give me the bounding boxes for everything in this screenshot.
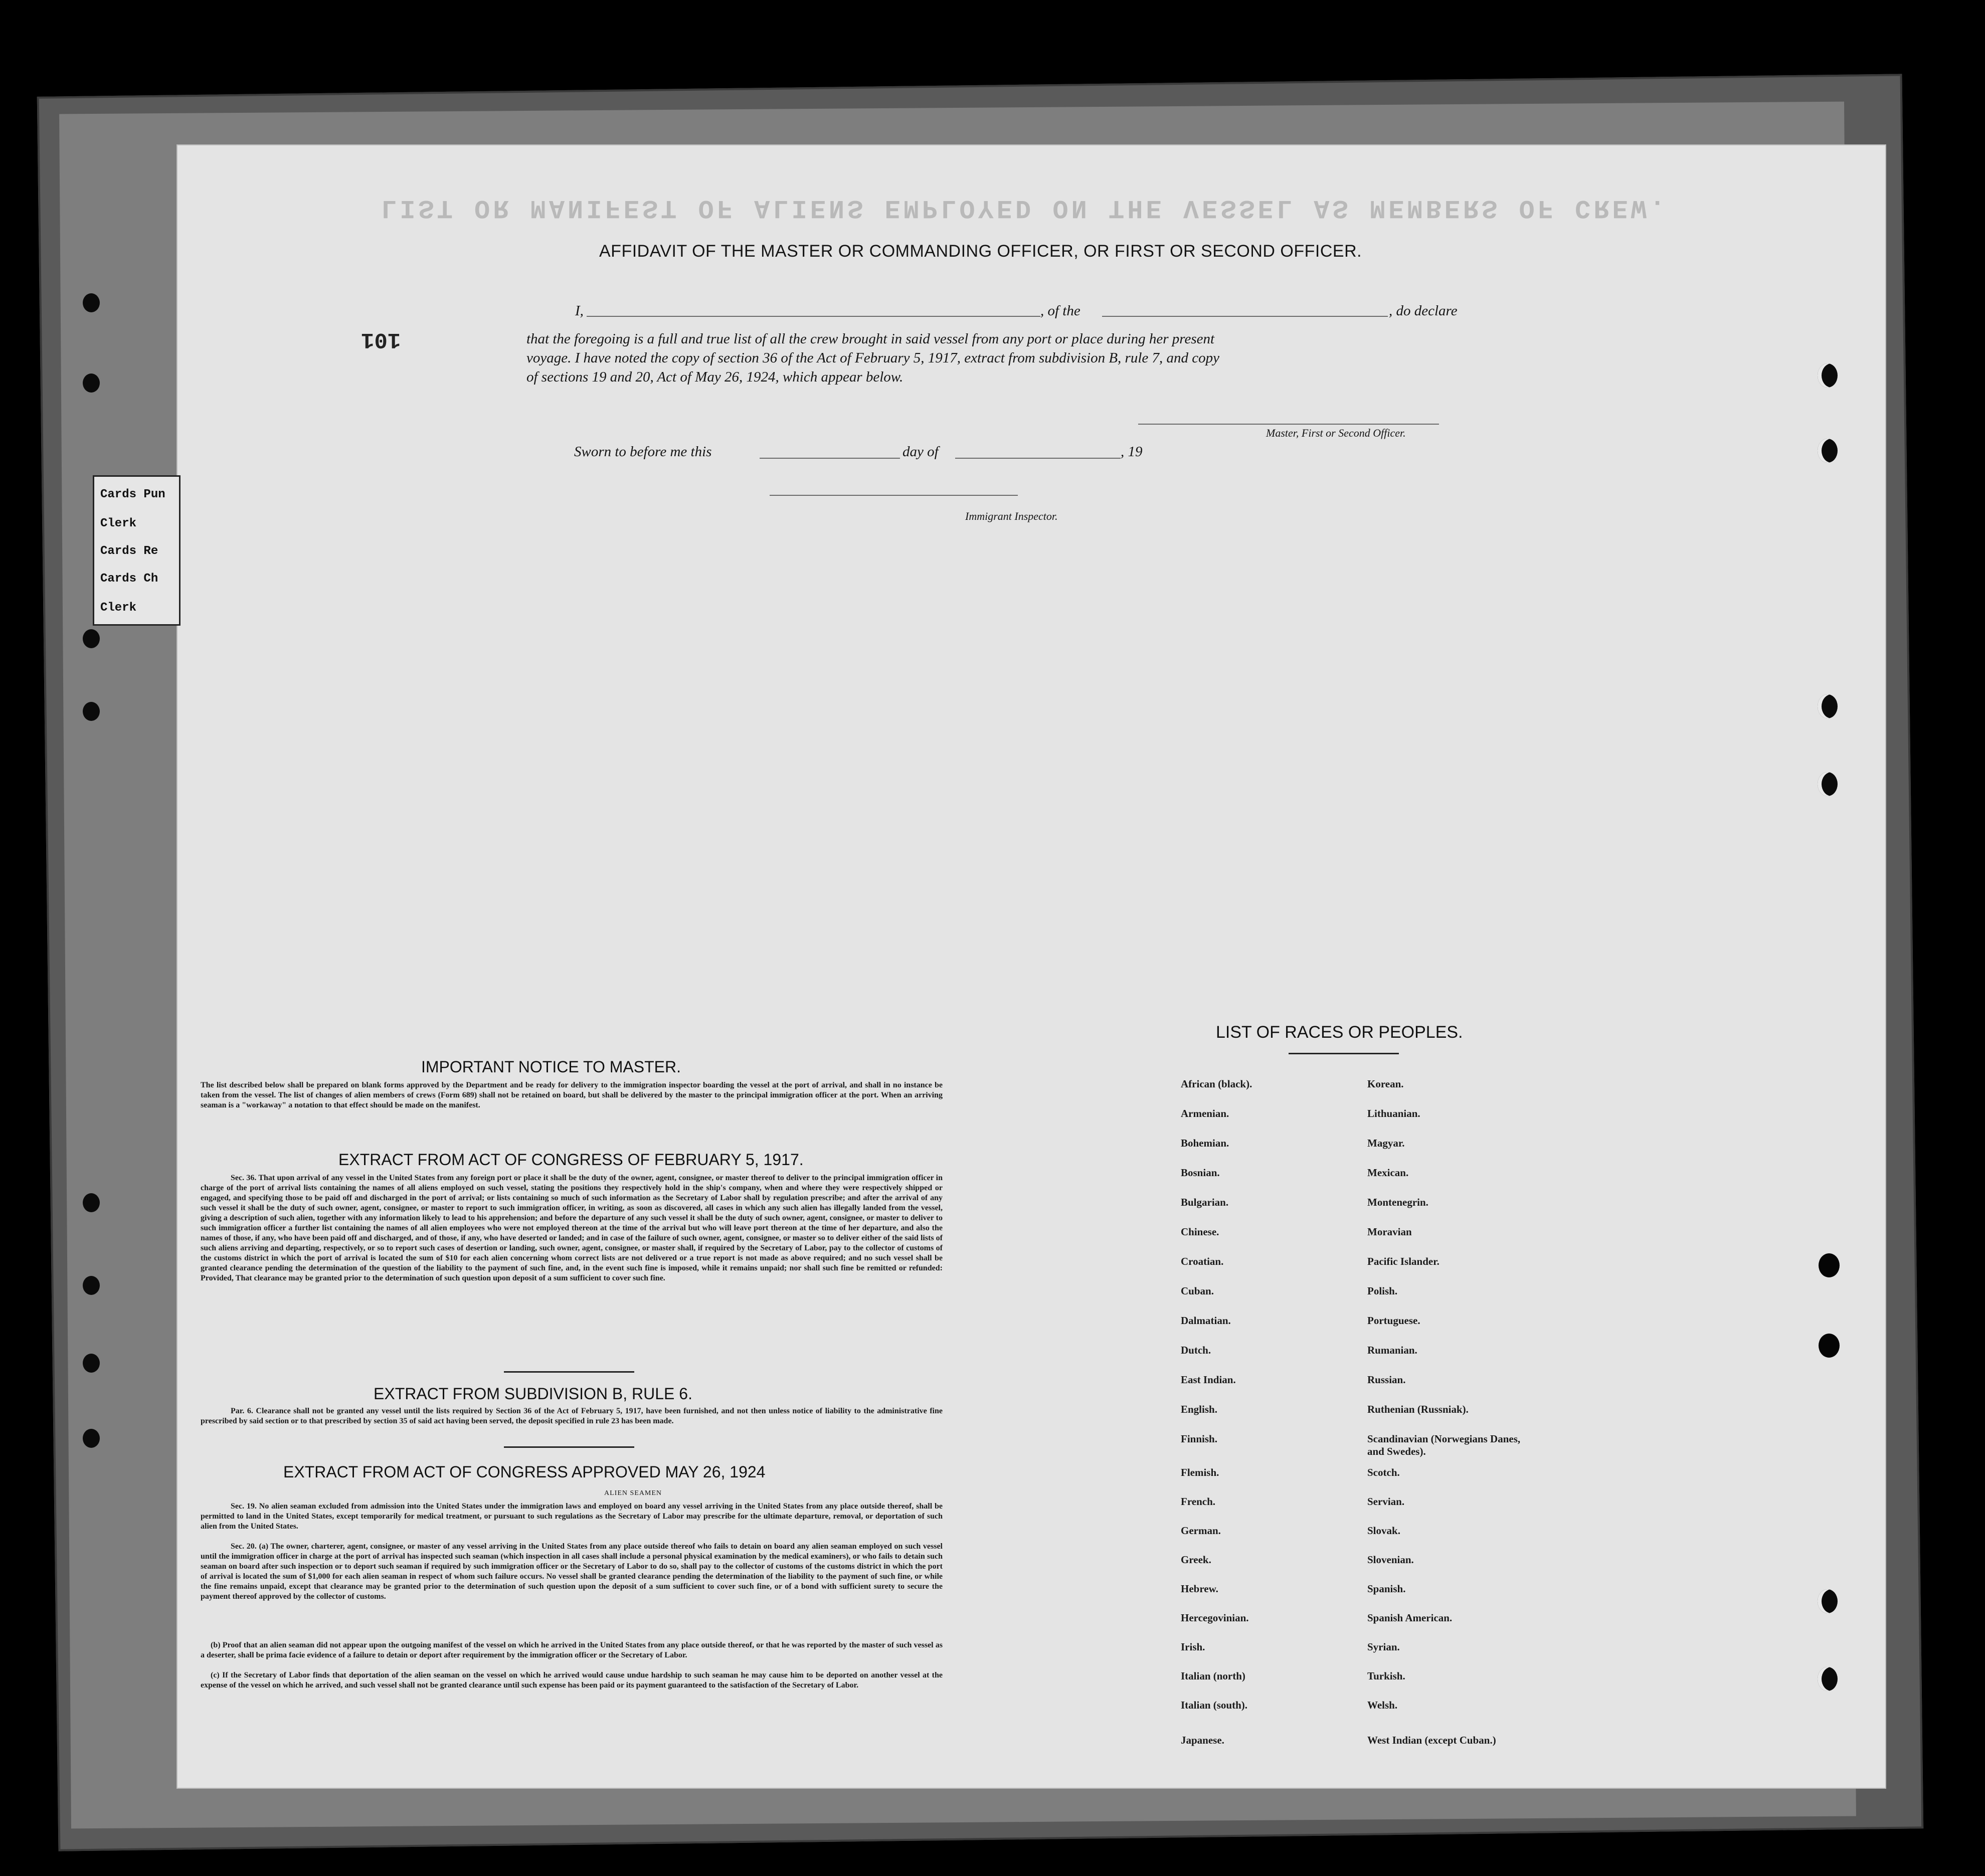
notice-title: IMPORTANT NOTICE TO MASTER.	[421, 1058, 681, 1076]
section-divider	[504, 1371, 634, 1373]
race-item: French.	[1181, 1495, 1216, 1508]
race-item: Rumanian.	[1367, 1344, 1417, 1356]
page-hole	[1819, 1334, 1840, 1358]
index-tab-line: Cards Pun	[100, 488, 165, 501]
alien-seamen-subtitle: ALIEN SEAMEN	[604, 1489, 662, 1497]
race-item: Japanese.	[1181, 1734, 1224, 1746]
sec20a-body: Sec. 20. (a) The owner, charterer, agent, consignee, or master of any vessel arriving in the United States from any place outside thereof who fails to detain on board any alien seaman employed on such vessel until the immigration officer in charge at the port of arrival has inspected such seaman (which inspection in all cases shall include a personal physical examination by the medical examiners), or who fails to detain such seaman on board after such inspection or to deport such seaman if required by such immigration officer or the Secretary of Labor to do so, shall pay to the collector of customs of the customs district in which the port of arrival is located the sum of $1,000 for each alien seaman in respect of whom such failure occurs. No vessel shall be granted clearance pending the determination of the liability to the payment of such fine, or while the fine remains unpaid, except that clearance may be granted prior to the determination of such question upon the deposit of a sum sufficient to cover such fine, or of a bond with sufficient surety to secure the payment thereof approved by the collector of customs.	[201, 1542, 943, 1601]
inspector-label: Immigrant Inspector.	[965, 510, 1058, 522]
year-label: , 19	[1121, 444, 1143, 460]
affidavit-of-the: , of the	[1040, 303, 1080, 319]
page-hole	[1818, 439, 1838, 463]
binder-hole	[83, 1276, 100, 1295]
vessel-blank	[1102, 316, 1388, 317]
races-divider	[1289, 1053, 1399, 1054]
page-hole	[1819, 1253, 1840, 1277]
race-item: Moravian	[1367, 1226, 1412, 1238]
page-hole	[1818, 363, 1838, 388]
sec20b-body: (b) Proof that an alien seaman did not appear upon the outgoing manifest of the vessel on which he arrived in the United States from any place outside thereof, or that he was reported by the master of such vessel as a deserter, shall be prima facie evidence of a failure to detain or deport after requirement by the immigration officer or the Secretary of Labor.	[201, 1641, 943, 1659]
race-item: Portuguese.	[1367, 1315, 1420, 1327]
stamp-number: 101	[361, 327, 401, 352]
race-item: Italian (south).	[1181, 1699, 1248, 1711]
binder-hole	[83, 702, 100, 721]
race-item: Korean.	[1367, 1078, 1404, 1090]
race-item: Scandinavian (Norwegians Danes, and Swedes).	[1367, 1433, 1521, 1457]
day-of-label: day of	[903, 444, 939, 460]
race-item: Pacific Islander.	[1367, 1255, 1439, 1267]
binder-hole	[83, 629, 100, 648]
page-hole	[1818, 1589, 1838, 1613]
race-item: Greek.	[1181, 1554, 1211, 1566]
race-item: Hercegovinian.	[1181, 1612, 1249, 1624]
index-tab-line: Cards Re	[100, 544, 158, 558]
race-item: Magyar.	[1367, 1137, 1405, 1149]
race-item: Slovak.	[1367, 1525, 1400, 1537]
race-item: Italian (north)	[1181, 1670, 1245, 1682]
race-item: Ruthenian (Russniak).	[1367, 1403, 1469, 1415]
race-item: Slovenian.	[1367, 1554, 1414, 1566]
index-tab-line: Clerk	[100, 517, 137, 530]
index-tab	[93, 475, 181, 626]
sec19-body: Sec. 19. No alien seaman excluded from admission into the United States under the immigration laws and employed on board any vessel arriving in the United States from any place outside thereof, shall be permitted to land in the United States, except temporarily for medical treatment, or pursuant to such regulations as the Secretary of Labor may prescribe for the ultimate departure, removal, or deportation of such alien from the United States.	[201, 1502, 943, 1531]
binder-hole	[83, 293, 100, 312]
sworn-label: Sworn to before me this	[574, 444, 712, 460]
inspector-signature-blank	[770, 495, 1018, 496]
affidavit-line: that the foregoing is a full and true list of all the crew brought in said vessel from any port or place during her present	[526, 331, 1215, 347]
race-item: Polish.	[1367, 1285, 1398, 1297]
extract-rule6-body: Par. 6. Clearance shall not be granted any vessel until the lists required by Section 36 of the Act of February 5, 1917, have been furnished, and not then unless notice of liability to the administrative fine prescribed by said section or to that prescribed by section 35 of said act having been served, the deposit specified in rule 23 has been made.	[201, 1407, 943, 1425]
section-divider	[504, 1446, 634, 1448]
race-item: German.	[1181, 1525, 1221, 1537]
binder-hole	[83, 1429, 100, 1448]
extract-1917-body: Sec. 36. That upon arrival of any vessel in the United States from any foreign port or place it shall be the duty of the owner, agent, consignee, or master thereof to deliver to the principal immigration officer in charge of the port of arrival lists containing the names of all aliens employed on such vessel, stating the positions they respectively hold in the ship's company, when and where they were respectively shipped or engaged, and specifying those to be paid off and discharged in the port of arrival; or lists containing so much of such information as the Secretary of Labor shall by regulation prescribe; and after the arrival of any such vessel it shall be the duty of such owner, agent, consignee, or master to report to such immigration officer, in writing, as soon as discovered, all cases in which any such alien has illegally landed from the vessel, giving a description of such alien, together with any information likely to lead to his apprehension; and before the departure of any such vessel it shall be the duty of such owner, agent, consignee, or master to deliver to such immigration officer a further list containing the names of all alien employees who were not employed thereon at the time of the arrival but who will leave port thereon at the time of her departure, and also the names of those, if any, who have been paid off and discharged, and of those, if any, who have deserted or landed; and in case of the failure of such owner, agent, consignee, or master so to deliver either of the said lists of such aliens arriving and departing, respectively, or so to report such cases of desertion or landing, such owner, agent, consignee, or master shall, if required by the Secretary of Labor, pay to the collector of customs of the customs district in which the port of arrival is located the sum of $10 for each alien concerning whom correct lists are not delivered or a true report is not made as above required; and no such vessel shall be granted clearance pending the determination of the question of the liability to the payment of such fine, and, in the event such fine is imposed, while it remains unpaid; nor shall such fine be remitted or refunded: Provided, That clearance may be granted prior to the determination of such question upon deposit of a sum sufficient to cover such fine.	[201, 1174, 943, 1282]
race-item: Dalmatian.	[1181, 1315, 1231, 1327]
binder-hole	[83, 1354, 100, 1373]
race-item: Armenian.	[1181, 1107, 1229, 1119]
race-item: Irish.	[1181, 1641, 1205, 1653]
race-item: Syrian.	[1367, 1641, 1400, 1653]
index-tab-line: Clerk	[100, 601, 137, 615]
race-item: Croatian.	[1181, 1255, 1224, 1267]
race-item: Lithuanian.	[1367, 1107, 1420, 1119]
name-blank	[587, 316, 1040, 317]
affidavit-i: I,	[575, 303, 584, 319]
notice-body: The list described below shall be prepared on blank forms approved by the Department and be ready for delivery to the immigration inspector boarding the vessel at the port of arrival, and shall in no instance be taken from the vessel. The list of changes of alien members of crews (Form 689) shall not be retained on board, but shall be delivered by the master to the principal immigration officer at the port. When an arriving seaman is a "workaway" a notation to that effect should be made on the manifest.	[201, 1081, 943, 1109]
month-blank	[955, 458, 1121, 459]
race-item: Finnish.	[1181, 1433, 1217, 1445]
race-item: Bohemian.	[1181, 1137, 1229, 1149]
race-item: Mexican.	[1367, 1167, 1409, 1179]
affidavit-line: voyage. I have noted the copy of section 36 of the Act of February 5, 1917, extract from subdivision B, rule 7, and copy	[526, 350, 1220, 366]
binder-hole	[83, 1193, 100, 1212]
race-item: Flemish.	[1181, 1466, 1219, 1478]
race-item: African (black).	[1181, 1078, 1252, 1090]
extract-rule6-title: EXTRACT FROM SUBDIVISION B, RULE 6.	[374, 1385, 692, 1403]
extract-1924-title: EXTRACT FROM ACT OF CONGRESS APPROVED MAY 26, 1924	[283, 1463, 766, 1481]
race-item: Chinese.	[1181, 1226, 1219, 1238]
race-item: Spanish American.	[1367, 1612, 1453, 1624]
day-blank	[760, 458, 900, 459]
race-item: Russian.	[1367, 1374, 1406, 1386]
extract-1917-title: EXTRACT FROM ACT OF CONGRESS OF FEBRUARY 5, 1917.	[338, 1151, 804, 1169]
index-tab-line: Cards Ch	[100, 572, 158, 586]
race-item: East Indian.	[1181, 1374, 1236, 1386]
race-item: Bosnian.	[1181, 1167, 1220, 1179]
race-item: Servian.	[1367, 1495, 1405, 1508]
master-label: Master, First or Second Officer.	[1266, 427, 1406, 439]
race-item: Cuban.	[1181, 1285, 1214, 1297]
affidavit-declare: , do declare	[1389, 303, 1458, 319]
binder-hole	[83, 373, 100, 393]
race-item: Spanish.	[1367, 1583, 1406, 1595]
race-item: Scotch.	[1367, 1466, 1400, 1478]
race-item: Dutch.	[1181, 1344, 1211, 1356]
race-item: Welsh.	[1367, 1699, 1398, 1711]
race-item: Hebrew.	[1181, 1583, 1218, 1595]
race-item: West Indian (except Cuban.)	[1367, 1734, 1496, 1746]
race-item: Turkish.	[1367, 1670, 1405, 1682]
sec20c-body: (c) If the Secretary of Labor finds that deportation of the alien seaman on the vessel on which he arrived would cause undue hardship to such seaman he may cause him to be deported on another vessel at the expense of the vessel on which he arrived, and such vessel shall not be granted clearance until such expense has been paid or its payment guaranteed to the satisfaction of the Secretary of Labor.	[201, 1671, 943, 1690]
master-signature-blank	[1138, 424, 1439, 425]
page-hole	[1818, 1667, 1838, 1691]
races-title: LIST OF RACES OR PEOPLES.	[1216, 1023, 1463, 1042]
reverse-heading-bleed: LIST OR MANIFEST OF ALIENS EMPLOYED ON THE VESSEL AS MEMBERS OF CREW.	[381, 193, 1669, 223]
affidavit-line: of sections 19 and 20, Act of May 26, 1924, which appear below.	[526, 369, 904, 385]
race-item: English.	[1181, 1403, 1217, 1415]
page-hole	[1818, 772, 1838, 796]
affidavit-title: AFFIDAVIT OF THE MASTER OR COMMANDING OFFICER, OR FIRST OR SECOND OFFICER.	[599, 242, 1362, 261]
race-item: Montenegrin.	[1367, 1196, 1428, 1208]
page-hole	[1818, 694, 1838, 718]
race-item: Bulgarian.	[1181, 1196, 1229, 1208]
